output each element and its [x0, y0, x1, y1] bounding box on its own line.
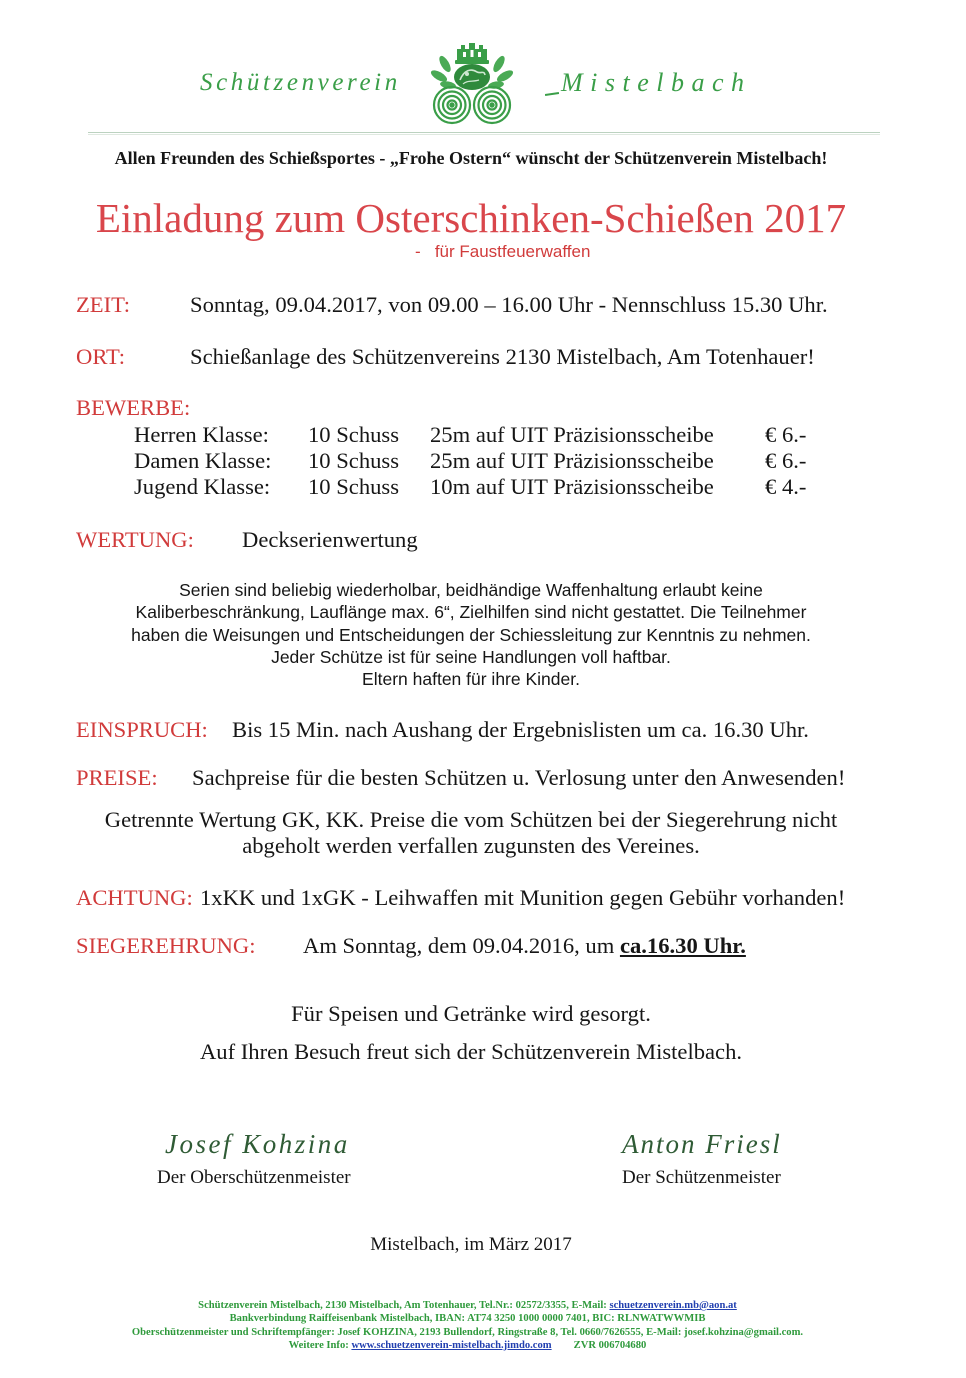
role-oberschuetzenmeister: Der Oberschützenmeister: [157, 1167, 351, 1188]
zeit-label: ZEIT:: [76, 292, 131, 317]
bewerb-scheibe: 25m auf UIT Präzisionsscheibe: [430, 448, 714, 473]
footer-contact: [0, 1299, 935, 1352]
role-schuetzenmeister: Der Schützenmeister: [622, 1167, 781, 1188]
footer-line-info: [0, 1339, 935, 1352]
closing-catering: Für Speisen und Getränke wird gesorgt.: [291, 1001, 651, 1026]
place-date: Mistelbach, im März 2017: [370, 1234, 572, 1255]
footer-line-bank: Bankverbindung Raiffeisenbank Mistelbach, IBAN: AT74 3250 1000 0000 7401, BIC: RLNWATWWMIB: [229, 1313, 706, 1325]
footer-info-prefix: Weitere Info:: [288, 1339, 352, 1351]
footer-email-link[interactable]: schuetzenverein.mb@aon.at: [609, 1300, 737, 1311]
page-subtitle: - für Faustfeuerwaffen: [415, 242, 591, 261]
footer-website-link[interactable]: www.schuetzenverein-mistelbach.jimdo.com: [351, 1339, 552, 1351]
rules-line: Eltern haften für ihre Kinder.: [362, 669, 580, 690]
footer-line-address: [0, 1299, 935, 1312]
wertung-label: WERTUNG:: [76, 527, 194, 552]
signature-schuetzenmeister: Anton Friesl: [622, 1129, 782, 1159]
bewerb-klasse: Jugend Klasse:: [134, 474, 271, 499]
einspruch-text: Bis 15 Min. nach Aushang der Ergebnislisten um ca. 16.30 Uhr.: [232, 717, 809, 742]
page-title: Einladung zum Osterschinken-Schießen 2017: [95, 195, 847, 241]
footer-line-contact: Oberschützenmeister und Schriftempfänger: Josef KOHZINA, 2193 Bullendorf, Ringstraße 8, Tel. 0660/7626555, E-Mail: josef.kohzina@gmail.com.: [131, 1326, 804, 1338]
siegerehrung-time: ca.16.30 Uhr.: [619, 933, 746, 958]
bewerb-schuss: 10 Schuss: [308, 448, 400, 473]
wertung-text: Deckserienwertung: [242, 527, 418, 552]
rules-line: haben die Weisungen und Entscheidungen der Schiessleitung zur Kenntnis zu nehmen.: [131, 624, 811, 645]
preise-note-line: Getrennte Wertung GK, KK. Preise die vom Schützen bei der Siegerehrung nicht: [104, 807, 838, 832]
rules-line: Jeder Schütze ist für seine Handlungen voll haftbar.: [271, 646, 671, 667]
ort-label: ORT:: [76, 344, 125, 369]
bewerb-preis: € 4.-: [765, 474, 807, 499]
club-emblem-icon: [427, 40, 517, 126]
target-left-icon: [434, 87, 470, 123]
wordmark-swash: [545, 92, 559, 96]
bewerb-klasse: Damen Klasse:: [134, 448, 272, 473]
siegerehrung-date: Am Sonntag, dem 09.04.2016, um: [303, 933, 620, 958]
siegerehrung-text: [303, 933, 746, 959]
bewerb-schuss: 10 Schuss: [308, 474, 400, 499]
footer-address-text: Schützenverein Mistelbach, 2130 Mistelbach, Am Totenhauer, Tel.Nr.: 02572/3355, E-Mail:: [198, 1300, 610, 1311]
footer-zvr: ZVR 006704680: [573, 1339, 647, 1351]
rules-line: Kaliberbeschränkung, Lauflänge max. 6“, Zielhilfen sind nicht gestattet. Die Teilnehmer: [135, 602, 807, 623]
club-shield: [454, 64, 490, 90]
bewerb-preis: € 6.-: [765, 422, 807, 447]
preise-text: Sachpreise für die besten Schützen u. Verlosung unter den Anwesenden!: [192, 765, 846, 790]
preise-label: PREISE:: [76, 765, 158, 790]
laurel-right: [488, 54, 515, 90]
bewerb-scheibe: 10m auf UIT Präzisionsscheibe: [430, 474, 714, 499]
zeit-text: Sonntag, 09.04.2017, von 09.00 – 16.00 Uhr - Nennschluss 15.30 Uhr.: [190, 292, 828, 317]
ort-text: Schießanlage des Schützenvereins 2130 Mistelbach, Am Totenhauer!: [190, 344, 815, 369]
siegerehrung-label: SIEGEREHRUNG:: [76, 933, 256, 958]
bewerb-schuss: 10 Schuss: [308, 422, 400, 447]
header-divider: [88, 132, 880, 135]
laurel-left: [429, 54, 456, 90]
bewerb-klasse: Herren Klasse:: [134, 422, 269, 447]
achtung-text: 1xKK und 1xGK - Leihwaffen mit Munition gegen Gebühr vorhanden!: [200, 885, 846, 910]
club-wordmark-left: Schützenverein: [200, 69, 401, 96]
bewerb-preis: € 6.-: [765, 448, 807, 473]
einspruch-label: EINSPRUCH:: [76, 717, 208, 742]
bewerbe-label: BEWERBE:: [76, 395, 191, 420]
achtung-label: ACHTUNG:: [76, 885, 193, 910]
closing-welcome: Auf Ihren Besuch freut sich der Schützenverein Mistelbach.: [199, 1039, 743, 1064]
preise-note: [0, 807, 942, 859]
preise-note-line: abgeholt werden verfallen zugunsten des Vereines.: [242, 833, 700, 858]
rules-paragraph: [0, 579, 942, 690]
easter-greeting: Allen Freunden des Schießsportes - „Frohe Ostern“ wünscht der Schützenverein Mistelbach!: [114, 148, 828, 168]
bewerb-scheibe: 25m auf UIT Präzisionsscheibe: [430, 422, 714, 447]
signature-oberschuetzenmeister: Josef Kohzina: [165, 1129, 350, 1159]
target-right-icon: [474, 87, 510, 123]
rules-line: Serien sind beliebig wiederholbar, beidhändige Waffenhaltung erlaubt keine: [179, 580, 763, 600]
club-wordmark-right: Mistelbach: [561, 68, 752, 97]
